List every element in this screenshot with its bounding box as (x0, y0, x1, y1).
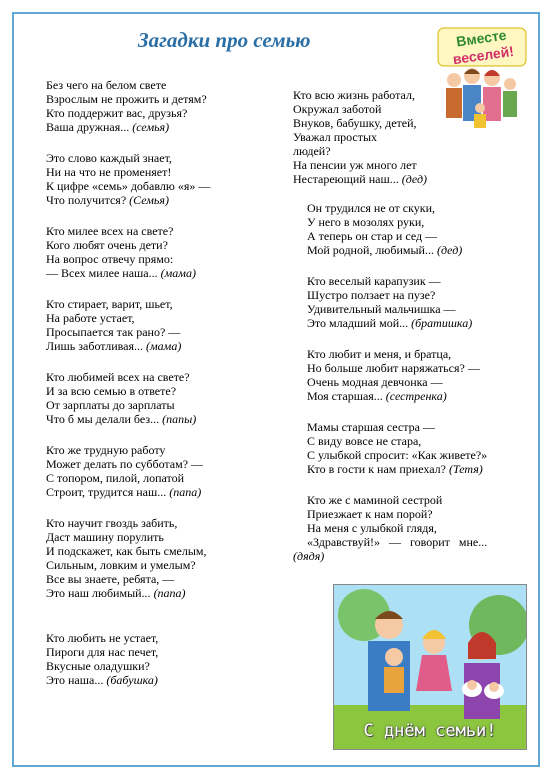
riddle-line: Это слово каждый знает, (46, 151, 172, 165)
riddles-left-column (46, 78, 281, 704)
riddle-line: Строит, трудится наш... (46, 485, 167, 499)
riddle-dyadya (293, 493, 525, 563)
riddle-sestrenka (293, 347, 525, 403)
riddle-line: С улыбкой спросит: «Как живете?» (307, 448, 488, 462)
riddle-answer: (дед) (436, 243, 463, 257)
riddle-line: «Здравствуй!» — говорит мне... (307, 535, 488, 549)
riddle-family-2 (46, 151, 281, 207)
riddle-line: К цифре «семь» добавлю «я» — (46, 179, 211, 193)
riddle-line: Ваша дружная... (46, 120, 130, 134)
riddle-line: Кто любимей всех на свете? (46, 370, 190, 384)
riddle-line: Кого любят очень дети? (46, 238, 168, 252)
riddle-answer: (Семья) (129, 193, 169, 207)
riddle-line: Без чего на белом свете (46, 78, 167, 92)
riddle-line: На вопрос отвечу прямо: (46, 252, 174, 266)
riddle-line: Ни на что не променяет! (46, 165, 172, 179)
riddle-line: Даст машину порулить (46, 530, 164, 544)
riddle-line: Нестареющий наш... (293, 172, 399, 186)
riddle-line: Сильным, ловким и умелым? (46, 558, 196, 572)
riddle-answer: (дед) (401, 172, 428, 186)
riddle-line: С виду вовсе не стара, (307, 434, 422, 448)
riddle-line: Все вы знаете, ребята, — (46, 572, 175, 586)
riddle-answer: (мама) (160, 266, 196, 280)
riddle-answer: (Тетя) (448, 462, 483, 476)
riddle-bratishka (293, 274, 525, 330)
riddle-answer: (бабушка) (106, 673, 158, 687)
riddle-line: И за всю семью в ответе? (46, 384, 177, 398)
riddles-right-column (293, 88, 525, 580)
riddle-line: Уважал простых (293, 130, 378, 144)
riddle-line: Что б мы делали без... (46, 412, 160, 426)
riddle-line: Очень модная девчонка — (307, 375, 443, 389)
riddle-line: Кто поддержит вас, друзья? (46, 106, 188, 120)
riddle-line: Это наш любимый... (46, 586, 151, 600)
svg-text:Вместе: Вместе (455, 26, 508, 50)
riddle-line: На работе устает, (46, 311, 135, 325)
riddle-line: Мамы старшая сестра — (307, 420, 435, 434)
riddle-line: Внуков, бабушку, детей, (293, 116, 417, 130)
family-day-caption: С днём семьи! (363, 721, 497, 741)
riddle-line: На меня с улыбкой глядя, (307, 521, 437, 535)
riddle-line: Это наша... (46, 673, 104, 687)
riddle-mama-2 (46, 297, 281, 353)
riddle-line: Это младший мой... (307, 316, 409, 330)
riddle-line: Моя старшая... (307, 389, 383, 403)
riddle-line: С топором, пилой, лопатой (46, 471, 185, 485)
riddle-line: И подскажет, как быть смелым, (46, 544, 207, 558)
riddle-papa-3 (46, 516, 281, 600)
riddle-papa-1 (46, 370, 281, 426)
riddle-line: Шустро ползает на пузе? (307, 288, 436, 302)
riddle-line: Кто же трудную работу (46, 443, 166, 457)
riddle-line: Кто же с маминой сестрой (307, 493, 443, 507)
riddle-answer: (папы) (162, 412, 197, 426)
svg-text:веселей!: веселей! (451, 42, 515, 68)
riddle-line: А теперь он стар и сед — (307, 229, 438, 243)
riddle-line: Но больше любит наряжаться? — (307, 361, 480, 375)
riddle-answer: (папа) (169, 485, 202, 499)
riddle-answer: (сестренка) (385, 389, 447, 403)
page-title: Загадки про семью (138, 28, 311, 52)
riddle-line: Кто милее всех на свете? (46, 224, 174, 238)
riddle-line: Удивительный мальчишка — (307, 302, 456, 316)
family-day-illustration (333, 584, 527, 750)
riddle-answer: (папа) (153, 586, 186, 600)
riddle-line: Кто стирает, варит, шьет, (46, 297, 173, 311)
riddle-babushka (46, 631, 281, 687)
riddle-line: У него в мозолях руки, (307, 215, 425, 229)
riddle-line: — Всех милее наша... (46, 266, 158, 280)
riddle-line: Кто любит и меня, и братца, (307, 347, 452, 361)
riddle-line: Кто любить не устает, (46, 631, 159, 645)
riddle-line: Может делать по субботам? — (46, 457, 204, 471)
riddle-line: Лишь заботливая... (46, 339, 143, 353)
riddle-line: людей? (293, 144, 331, 158)
riddle-ded-1 (293, 88, 525, 186)
riddle-line: Пироги для нас печет, (46, 645, 159, 659)
riddle-line: Окружал заботой (293, 102, 382, 116)
riddle-line: На пенсии уж много лет (293, 158, 417, 172)
riddle-answer: (братишка) (411, 316, 473, 330)
riddle-answer: (дядя) (293, 549, 325, 563)
riddle-line: Кто всю жизнь работал, (293, 88, 415, 102)
riddle-tetya (293, 420, 525, 476)
riddle-mama-1 (46, 224, 281, 280)
riddle-line: Что получится? (46, 193, 127, 207)
riddle-line: Кто в гости к нам приехал? (307, 462, 446, 476)
riddle-line: От зарплаты до зарплаты (46, 398, 175, 412)
riddle-line: Взрослым не прожить и детям? (46, 92, 207, 106)
riddle-papa-2 (46, 443, 281, 499)
riddle-answer: (мама) (146, 339, 182, 353)
riddle-line: Мой родной, любимый... (307, 243, 434, 257)
riddle-line: Кто веселый карапузик — (307, 274, 441, 288)
riddle-answer: (семья) (132, 120, 170, 134)
riddle-ded-2 (293, 201, 525, 257)
riddle-family-1 (46, 78, 281, 134)
riddle-line: Кто научит гвоздь забить, (46, 516, 178, 530)
riddle-line: Просыпается так рано? — (46, 325, 181, 339)
riddle-line: Вкусные оладушки? (46, 659, 150, 673)
riddle-line: Приезжает к нам порой? (307, 507, 433, 521)
riddle-line: Он трудился не от скуки, (307, 201, 435, 215)
